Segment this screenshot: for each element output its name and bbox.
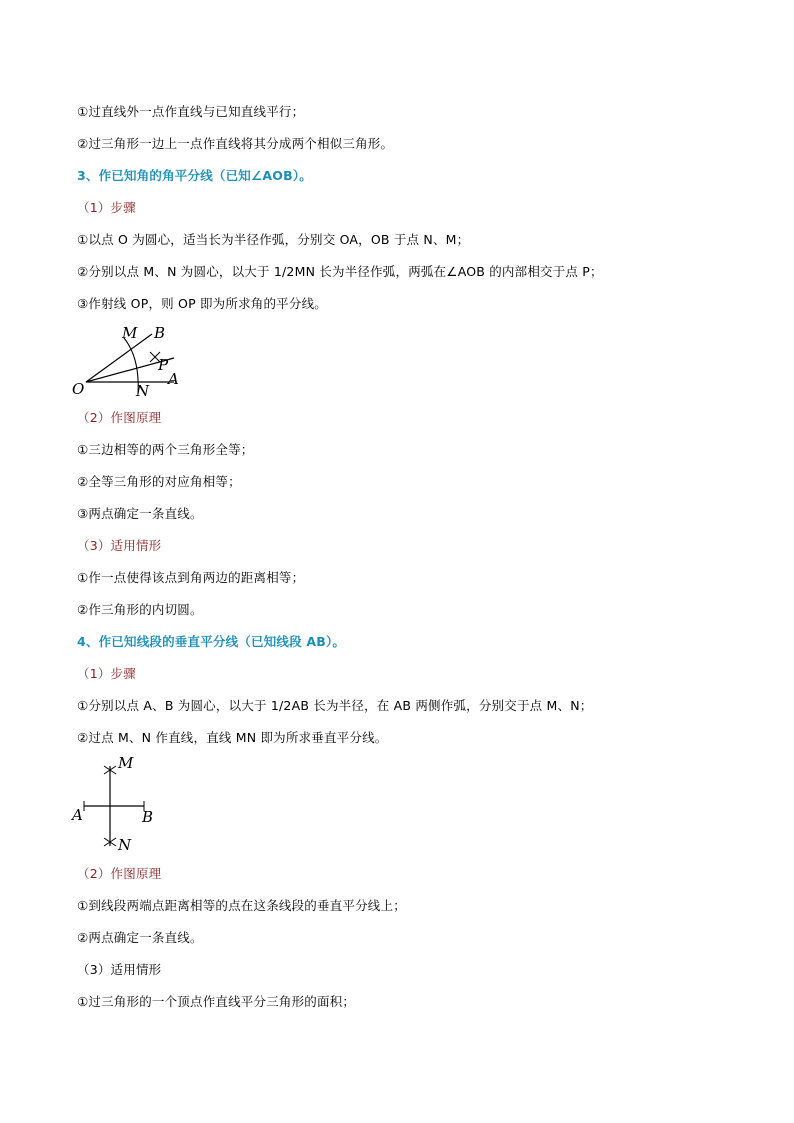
label-a: A xyxy=(72,806,83,824)
section-3-step-1: ①以点 O 为圆心，适当长为半径作弧，分别交 OA，OB 于点 N、M； xyxy=(77,232,470,247)
section-4-usage-heading: （3）适用情形 xyxy=(77,962,162,977)
section-3-principle-1: ①三边相等的两个三角形全等； xyxy=(77,442,254,457)
label-m: M xyxy=(122,324,138,342)
label-b: B xyxy=(142,808,154,826)
section-3-principle-3: ③两点确定一条直线。 xyxy=(77,506,203,521)
label-m: M xyxy=(118,754,134,772)
label-o: O xyxy=(72,380,85,398)
section-4-principle-1: ①到线段两端点距离相等的点在这条线段的垂直平分线上； xyxy=(77,898,406,913)
section-3-step-3: ③作射线 OP，则 OP 即为所求角的平分线。 xyxy=(77,296,327,311)
section-3-principle-heading: （2）作图原理 xyxy=(77,410,162,425)
section-4-principle-heading: （2）作图原理 xyxy=(77,866,162,881)
label-b: B xyxy=(154,324,166,342)
section-3-usage-1: ①作一点使得该点到角两边的距离相等； xyxy=(77,570,305,585)
section-3-usage-heading: （3）适用情形 xyxy=(77,538,162,553)
section-3-step-2: ②分别以点 M、N 为圆心，以大于 1/2MN 长为半径作弧，两弧在∠AOB 的内部相交于点 P； xyxy=(77,264,603,279)
section-3-principle-2: ②全等三角形的对应角相等； xyxy=(77,474,241,489)
section-4-step-1: ①分别以点 A、B 为圆心，以大于 1/2AB 长为半径，在 AB 两侧作弧，分别交于点 M、N； xyxy=(77,698,593,713)
section-4-title: 4、作已知线段的垂直平分线（已知线段 AB）。 xyxy=(77,634,346,649)
intro-line-1: ①过直线外一点作直线与已知直线平行； xyxy=(77,104,305,119)
label-n: N xyxy=(118,836,132,854)
section-4-usage-1: ①过三角形的一个顶点作直线平分三角形的面积； xyxy=(77,994,356,1009)
section-4-steps-heading: （1）步骤 xyxy=(77,666,136,681)
section-4-principle-2: ②两点确定一条直线。 xyxy=(77,930,203,945)
section-4-step-2: ②过点 M、N 作直线，直线 MN 即为所求垂直平分线。 xyxy=(77,730,388,745)
section-3-title: 3、作已知角的角平分线（已知∠AOB）。 xyxy=(77,168,312,183)
section-3-usage-2: ②作三角形的内切圆。 xyxy=(77,602,203,617)
ray-ob xyxy=(86,334,152,382)
label-a: A xyxy=(168,370,179,388)
section-3-steps-heading: （1）步骤 xyxy=(77,200,136,215)
intro-line-2: ②过三角形一边上一点作直线将其分成两个相似三角形。 xyxy=(77,136,394,151)
perpendicular-bisector-figure xyxy=(70,752,170,856)
label-n: N xyxy=(136,382,150,400)
angle-bisector-figure xyxy=(70,322,190,404)
label-p: P xyxy=(158,356,169,374)
